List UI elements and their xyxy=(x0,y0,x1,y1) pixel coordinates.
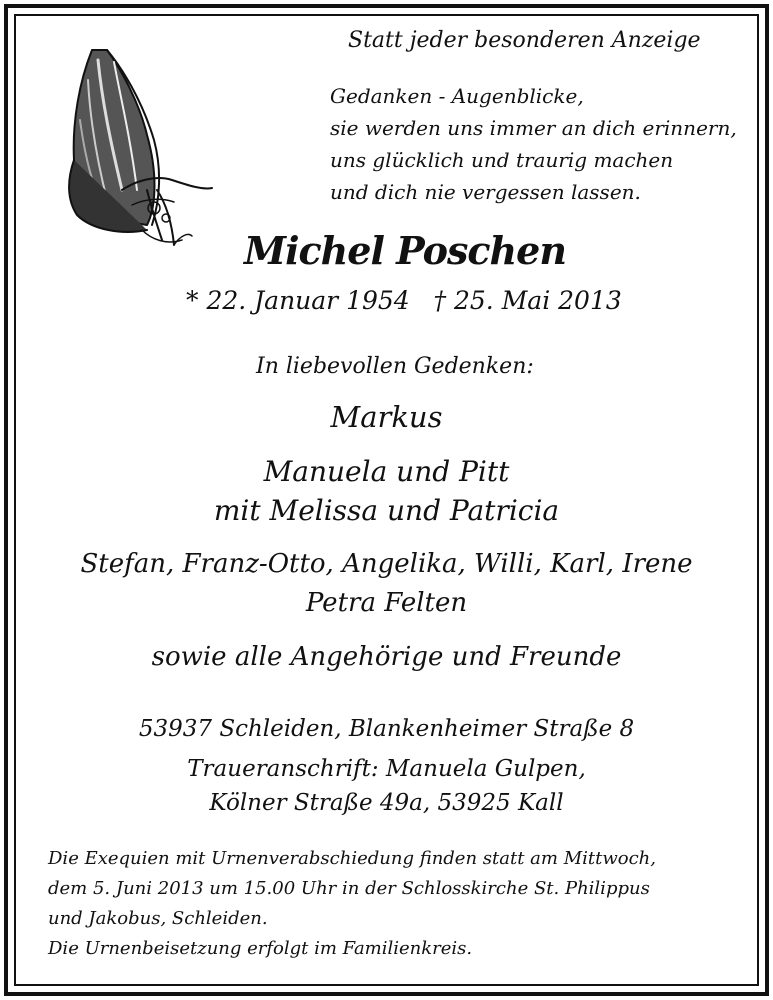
service-line: und Jakobus, Schleiden. xyxy=(48,908,268,929)
header-note: Statt jeder besonderen Anzeige xyxy=(348,28,701,53)
deceased-name: Michel Poschen xyxy=(244,228,566,273)
mourner-line: Stefan, Franz-Otto, Angelika, Willi, Karl, Irene xyxy=(80,549,693,579)
mourner-line: Manuela und Pitt xyxy=(263,455,510,488)
address-line: Traueranschrift: Manuela Gulpen, xyxy=(187,756,586,782)
address-line: Kölner Straße 49a, 53925 Kall xyxy=(209,790,564,816)
service-line: Die Exequien mit Urnenverabschiedung finden statt am Mittwoch, xyxy=(48,848,656,869)
poem-line: sie werden uns immer an dich erinnern, xyxy=(330,116,737,140)
poem-line: uns glücklich und traurig machen xyxy=(330,148,674,172)
mourner-line: Markus xyxy=(330,400,443,434)
memorial-intro: In liebevollen Gedenken: xyxy=(256,354,534,379)
mourner-line: sowie alle Angehörige und Freunde xyxy=(151,642,622,672)
praying-hands-icon xyxy=(62,40,222,250)
poem-line: und dich nie vergessen lassen. xyxy=(330,180,641,204)
life-dates: * 22. Januar 1954 † 25. Mai 2013 xyxy=(186,286,622,315)
mourner-line: Petra Felten xyxy=(305,588,468,618)
mourner-line: mit Melissa und Patricia xyxy=(213,494,560,527)
service-line: dem 5. Juni 2013 um 15.00 Uhr in der Schlosskirche St. Philippus xyxy=(48,878,650,899)
service-line: Die Urnenbeisetzung erfolgt im Familienkreis. xyxy=(48,938,473,959)
address-line: 53937 Schleiden, Blankenheimer Straße 8 xyxy=(138,716,635,742)
poem-line: Gedanken - Augenblicke, xyxy=(330,84,584,108)
